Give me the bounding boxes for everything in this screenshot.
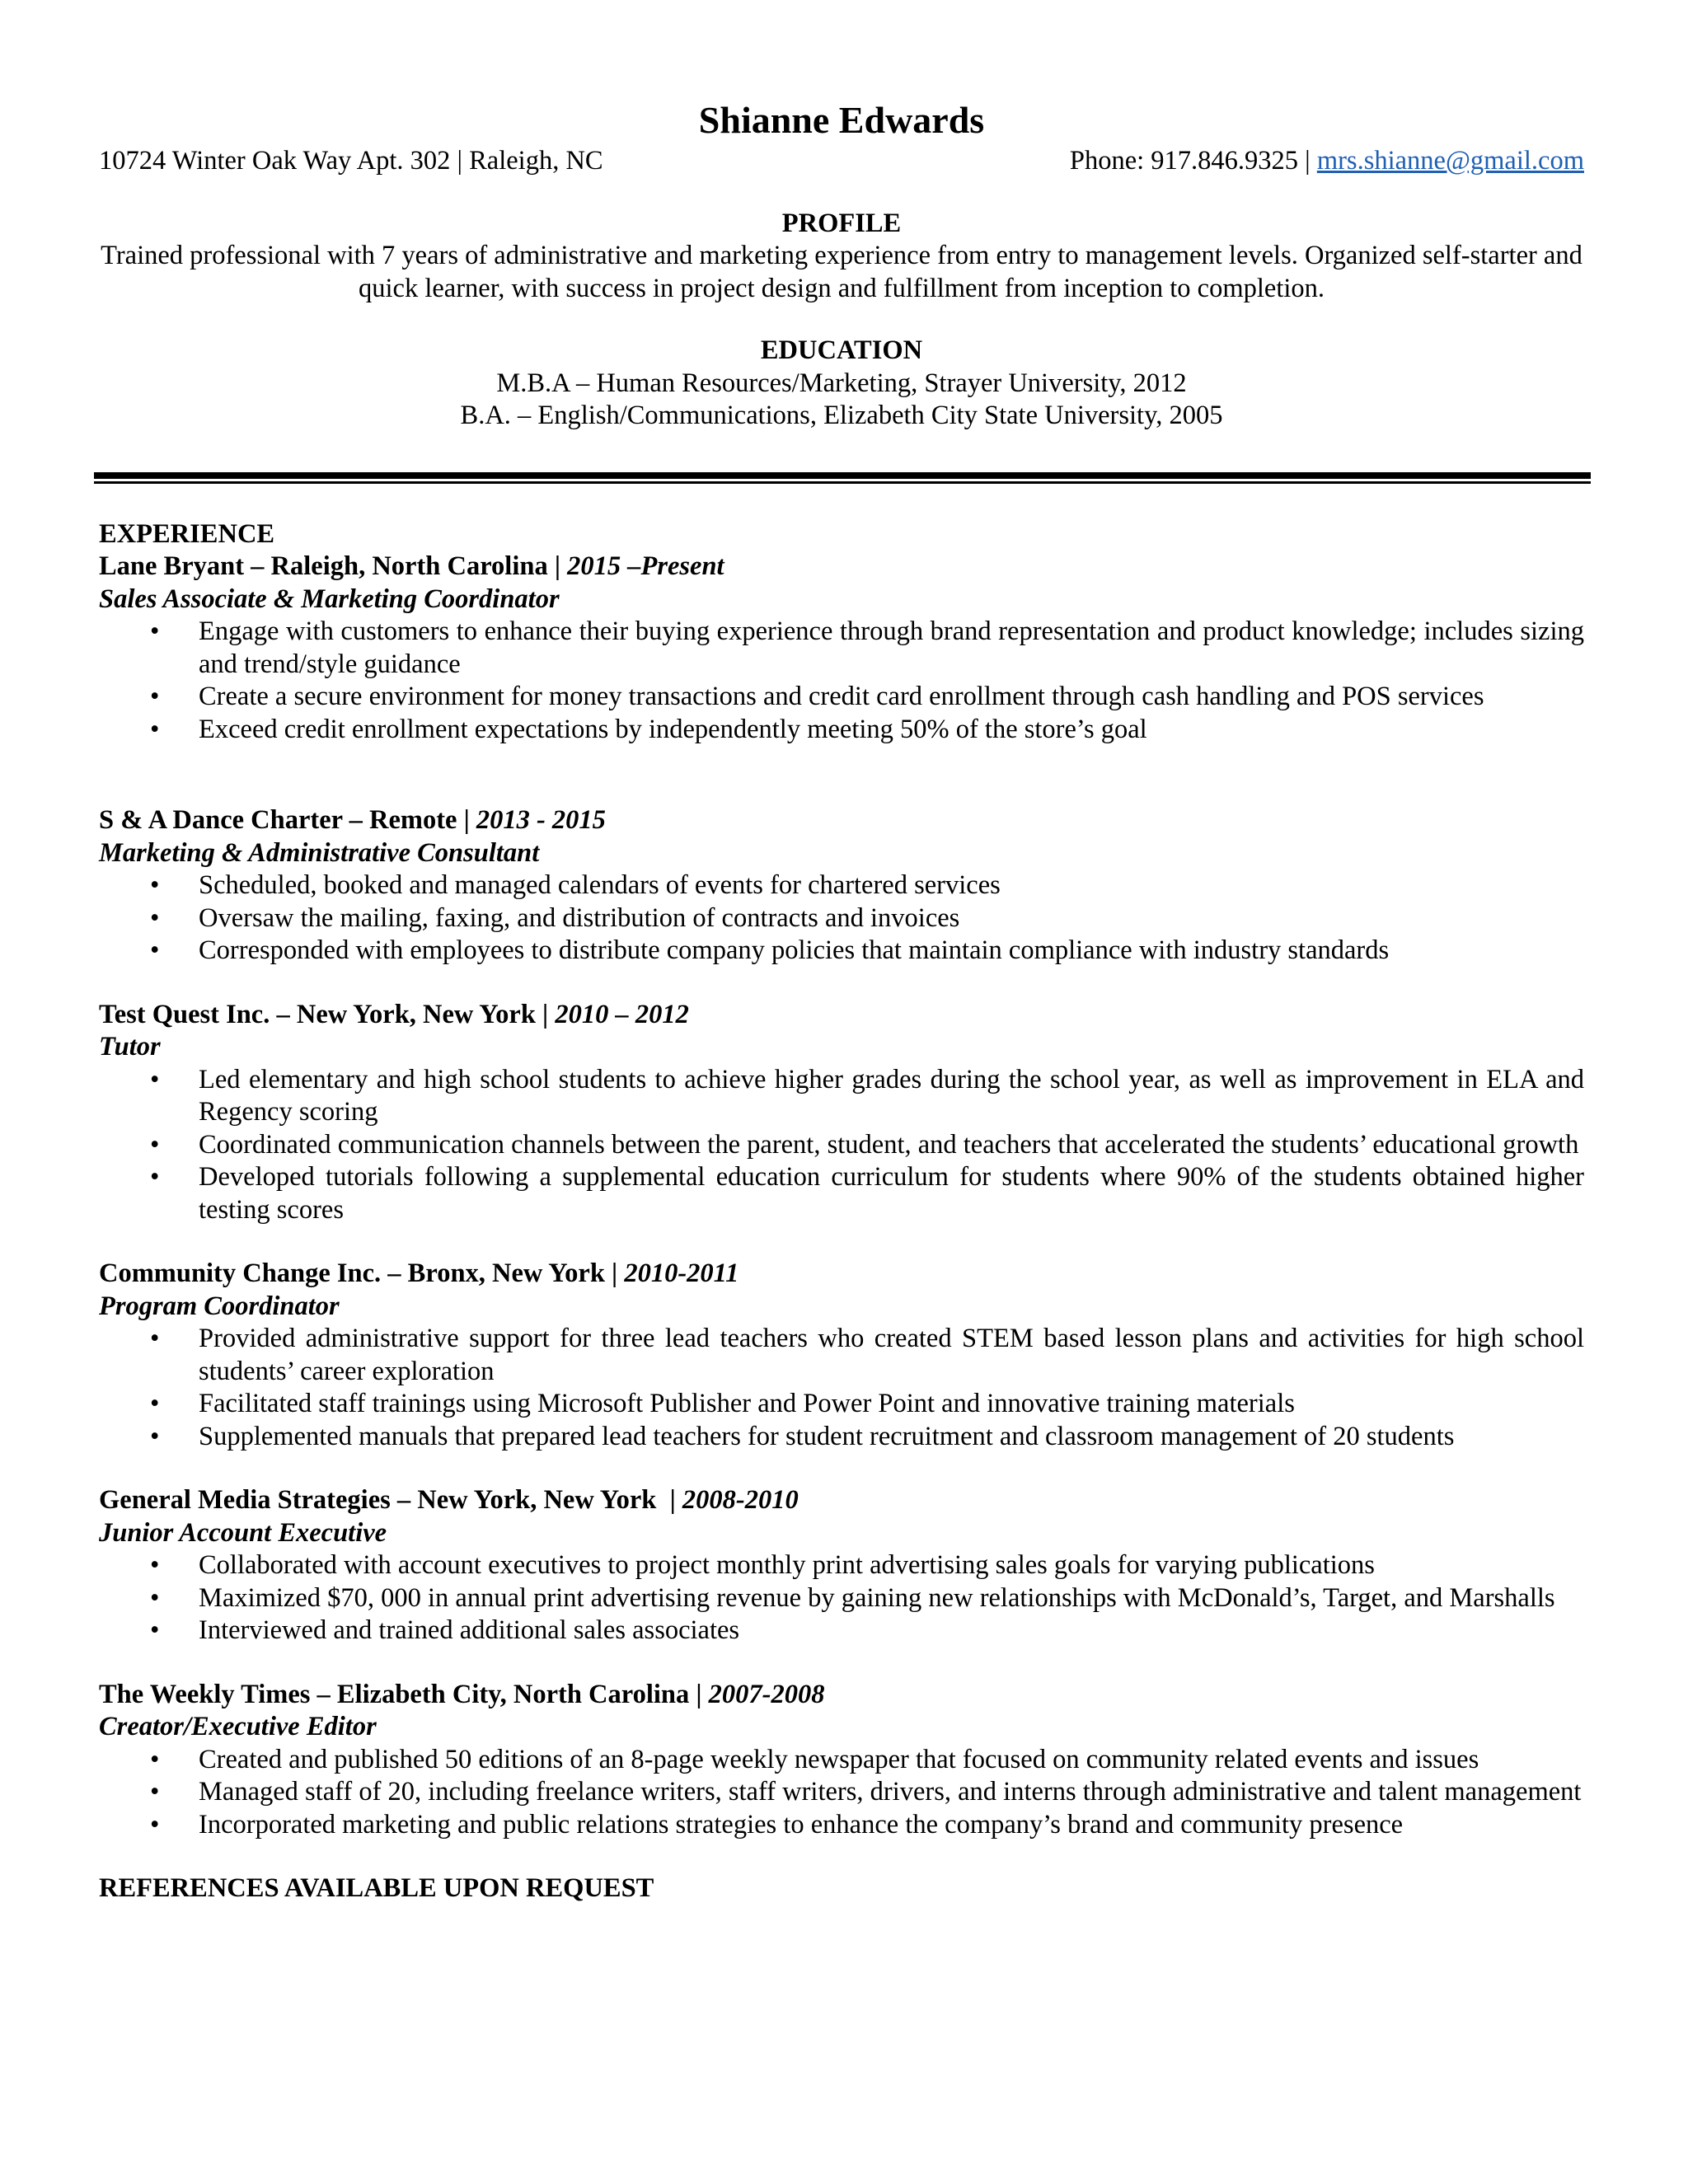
- job-bullet: [99, 1161, 1584, 1226]
- phone-email: [1070, 145, 1584, 178]
- job-dates: 2010-2011: [624, 1258, 739, 1288]
- job-bullets: [99, 1549, 1584, 1647]
- education-heading: EDUCATION: [760, 335, 923, 365]
- bullet-icon: •: [150, 1389, 160, 1418]
- references-note: REFERENCES AVAILABLE UPON REQUEST: [99, 1873, 654, 1903]
- job-title: Tutor: [99, 1032, 161, 1062]
- bullet-text: Provided administrative support for three lead teachers who created STEM based lesson plans and activities for high school students’ career exploration: [199, 1324, 1584, 1386]
- candidate-name: Shianne Edwards: [698, 99, 985, 141]
- bullet-text: Maximized $70, 000 in annual print advertising revenue by gaining new relationships with McDonald’s, Target, and Marshalls: [199, 1582, 1555, 1613]
- job-bullet: [99, 1615, 1584, 1647]
- job-entry: [99, 551, 1584, 746]
- job-bullet: [99, 935, 1584, 968]
- job-dates: 2007-2008: [708, 1679, 825, 1709]
- job-dates: 2015 –Present: [567, 551, 724, 581]
- bullet-text: Developed tutorials following a supplemental education curriculum for students where 90% of the students obtained higher testing scores: [199, 1162, 1584, 1225]
- bullet-icon: •: [150, 1324, 160, 1353]
- job-title: Creator/Executive Editor: [99, 1712, 377, 1741]
- bullet-icon: •: [150, 616, 160, 646]
- job-org-name: General Media Strategies – New York, New York |: [99, 1485, 682, 1515]
- job-entry: [99, 1679, 1584, 1842]
- bullet-icon: •: [150, 1615, 160, 1645]
- bullet-icon: •: [150, 1744, 160, 1774]
- job-bullet: [99, 902, 1584, 935]
- job-bullet: [99, 714, 1584, 747]
- job-title: Program Coordinator: [99, 1291, 340, 1321]
- job-org: [99, 999, 1584, 1032]
- job-bullet: [99, 1129, 1584, 1162]
- job-entry: [99, 1484, 1584, 1647]
- job-bullets: [99, 1744, 1584, 1842]
- bullet-icon: •: [150, 1550, 160, 1580]
- job-dates: 2010 – 2012: [555, 999, 689, 1029]
- bullet-icon: •: [150, 1129, 160, 1160]
- job-bullets: [99, 1323, 1584, 1453]
- bullet-icon: •: [150, 1809, 160, 1840]
- job-title: Junior Account Executive: [99, 1517, 387, 1548]
- bullet-icon: •: [150, 1064, 160, 1094]
- bullet-text: Corresponded with employees to distribute company policies that maintain compliance with industry standards: [199, 935, 1390, 965]
- job-bullets: [99, 616, 1584, 746]
- job-org-name: Test Quest Inc. – New York, New York |: [99, 999, 556, 1029]
- job-bullet: [99, 1064, 1584, 1129]
- bullet-text: Facilitated staff trainings using Microsoft Publisher and Power Point and innovative training materials: [199, 1389, 1295, 1418]
- job-org: [99, 551, 1584, 583]
- job-org: [99, 804, 1584, 837]
- job-bullet: [99, 1388, 1584, 1421]
- job-bullet: [99, 1809, 1584, 1842]
- job-bullet: [99, 1744, 1584, 1777]
- phone: Phone: 917.846.9325 |: [1069, 146, 1317, 176]
- section-divider: [94, 472, 1591, 484]
- bullet-text: Engage with customers to enhance their buying experience through brand representation and product knowledge; includes sizing and trend/style guidance: [199, 616, 1584, 679]
- job-org: [99, 1484, 1584, 1517]
- bullet-text: Led elementary and high school students to achieve higher grades during the school year, as well as improvement in ELA and Regency scoring: [199, 1064, 1584, 1127]
- profile-text: Trained professional with 7 years of administrative and marketing experience from entry to management levels. Organized self-starter and quick learner, with success in project design and fulfillment from inception to completion.: [101, 241, 1582, 303]
- contact-line: [99, 145, 1584, 178]
- job-entry: [99, 804, 1584, 968]
- job-org: [99, 1258, 1584, 1291]
- job-bullet: [99, 1582, 1584, 1615]
- job-org: [99, 1679, 1584, 1712]
- job-bullet: [99, 616, 1584, 681]
- job-entry: [99, 999, 1584, 1227]
- bullet-text: Coordinated communication channels between the parent, student, and teachers that accelerated the students’ educational growth: [199, 1129, 1579, 1160]
- bullet-text: Exceed credit enrollment expectations by independently meeting 50% of the store’s goal: [199, 714, 1147, 744]
- bullet-icon: •: [150, 935, 160, 965]
- job-bullet: [99, 681, 1584, 714]
- bullet-text: Scheduled, booked and managed calendars of events for chartered services: [199, 870, 1001, 900]
- job-entry: [99, 1258, 1584, 1453]
- education-entry: M.B.A – Human Resources/Marketing, Strayer University, 2012: [496, 368, 1187, 398]
- job-bullet: [99, 1776, 1584, 1809]
- profile-heading: PROFILE: [781, 208, 902, 238]
- address: 10724 Winter Oak Way Apt. 302 | Raleigh, NC: [99, 146, 603, 176]
- bullet-icon: •: [150, 1162, 160, 1192]
- job-org-name: Community Change Inc. – Bronx, New York |: [99, 1258, 625, 1288]
- education-entry: B.A. – English/Communications, Elizabeth City State University, 2005: [460, 401, 1223, 430]
- bullet-text: Interviewed and trained additional sales associates: [199, 1615, 740, 1645]
- bullet-icon: •: [150, 714, 160, 744]
- bullet-icon: •: [150, 902, 160, 933]
- experience-heading: EXPERIENCE: [99, 518, 275, 549]
- job-bullet: [99, 869, 1584, 902]
- bullet-text: Supplemented manuals that prepared lead teachers for student recruitment and classroom management of 20 students: [199, 1421, 1455, 1451]
- job-bullet: [99, 1549, 1584, 1582]
- divider-thin-line: [94, 481, 1591, 484]
- bullet-text: Managed staff of 20, including freelance writers, staff writers, drivers, and interns through administrative and talent management: [199, 1777, 1582, 1807]
- bullet-text: Collaborated with account executives to project monthly print advertising sales goals for varying publications: [199, 1550, 1375, 1580]
- bullet-text: Incorporated marketing and public relations strategies to enhance the company’s brand and community presence: [199, 1809, 1404, 1840]
- job-bullet: [99, 1323, 1584, 1388]
- bullet-icon: •: [150, 682, 160, 711]
- job-bullet: [99, 1421, 1584, 1454]
- bullet-icon: •: [150, 1421, 160, 1451]
- bullet-text: Oversaw the mailing, faxing, and distribution of contracts and invoices: [199, 902, 960, 933]
- bullet-text: Create a secure environment for money transactions and credit card enrollment through cash handling and POS services: [199, 682, 1484, 711]
- job-bullets: [99, 1064, 1584, 1227]
- job-dates: 2013 - 2015: [476, 805, 606, 835]
- job-dates: 2008-2010: [682, 1485, 799, 1515]
- job-org-name: Lane Bryant – Raleigh, North Carolina |: [99, 551, 568, 581]
- job-bullets: [99, 869, 1584, 968]
- email-link[interactable]: mrs.shianne@gmail.com: [1316, 146, 1584, 176]
- bullet-icon: •: [150, 870, 160, 900]
- job-org-name: S & A Dance Charter – Remote |: [99, 805, 476, 835]
- divider-thick-line: [94, 472, 1591, 479]
- job-title: Marketing & Administrative Consultant: [99, 837, 540, 868]
- job-org-name: The Weekly Times – Elizabeth City, North Carolina |: [99, 1679, 709, 1709]
- bullet-icon: •: [150, 1777, 160, 1807]
- bullet-text: Created and published 50 editions of an 8-page weekly newspaper that focused on community related events and issues: [199, 1744, 1479, 1774]
- bullet-icon: •: [150, 1582, 160, 1613]
- job-title: Sales Associate & Marketing Coordinator: [99, 583, 560, 614]
